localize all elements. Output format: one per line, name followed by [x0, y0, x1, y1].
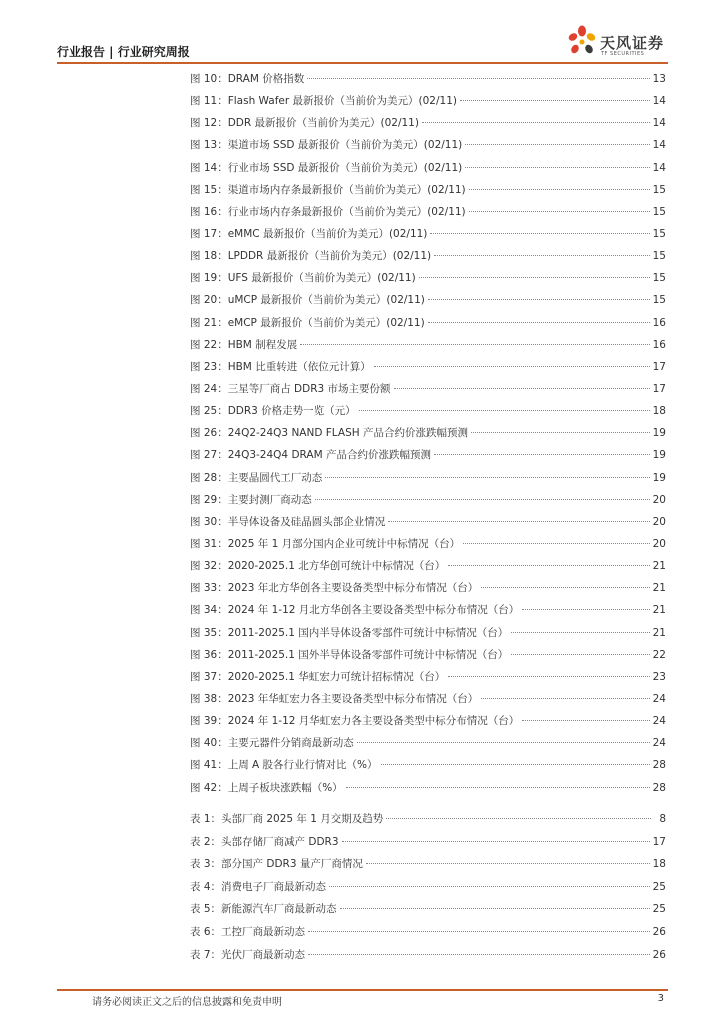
entry-title: DDR3 价格走势一览（元） — [227, 405, 356, 418]
dot-leader — [471, 431, 650, 433]
entry-page-number: 17 — [652, 835, 666, 848]
figure-index-entry[interactable] — [190, 90, 666, 112]
entry-label: 表 1： — [190, 813, 222, 825]
entry-page-number: 19 — [652, 427, 666, 440]
figure-index-entry[interactable] — [190, 289, 666, 311]
figure-index-entry[interactable] — [190, 112, 666, 134]
dot-leader — [481, 586, 649, 588]
entry-label: 图 33： — [190, 582, 228, 595]
entry-label: 图 39： — [190, 715, 228, 728]
entry-label: 图 15： — [190, 183, 228, 196]
entry-page-number: 24 — [652, 737, 666, 750]
figure-index-entry[interactable] — [190, 334, 666, 356]
entry-title: 工控厂商最新动态 — [221, 925, 306, 938]
entry-page-number: 14 — [652, 117, 666, 130]
entry-label: 图 22： — [190, 338, 228, 351]
dot-leader — [346, 786, 650, 788]
dot-leader — [307, 77, 649, 79]
entry-title: 主要晶圆代工厂动态 — [227, 471, 323, 484]
dot-leader — [448, 564, 649, 566]
entry-title: Flash Wafer 最新报价（当前价为美元）(02/11) — [227, 95, 457, 108]
dot-leader — [388, 520, 649, 522]
entry-title: 主要封测厂商动态 — [227, 493, 312, 506]
entry-title: 2020-2025.1 华虹宏力可统计招标情况（台） — [227, 670, 446, 683]
entry-page-number: 23 — [652, 670, 666, 683]
dot-leader — [366, 862, 650, 864]
figure-index-entry[interactable] — [190, 134, 666, 156]
figure-index-entry[interactable] — [190, 777, 666, 799]
entry-page-number: 21 — [652, 626, 666, 639]
entry-label: 图 26： — [190, 427, 228, 440]
entry-label: 图 11： — [190, 95, 228, 108]
entry-page-number: 16 — [652, 338, 666, 351]
entry-page-number: 8 — [659, 813, 666, 825]
entry-label: 图 38： — [190, 692, 228, 705]
entry-page-number: 14 — [652, 139, 666, 152]
entry-label: 图 32： — [190, 560, 228, 573]
entry-page-number: 16 — [652, 316, 666, 329]
header-divider — [57, 62, 668, 64]
figure-index-entry[interactable] — [190, 511, 666, 533]
entry-page-number: 20 — [652, 515, 666, 528]
entry-label: 图 29： — [190, 493, 228, 506]
entry-title: 新能源汽车厂商最新动态 — [221, 903, 337, 916]
entry-label: 图 13： — [190, 139, 228, 152]
entry-title: 上周 A 股各行业行情对比（%） — [227, 759, 378, 772]
entry-title: 24Q3-24Q4 DRAM 产品合约价涨跌幅预测 — [227, 449, 431, 462]
entry-page-number: 25 — [652, 903, 666, 916]
entry-label: 表 6： — [190, 925, 222, 938]
dot-leader — [381, 763, 650, 765]
disclaimer-text: 请务必阅读正文之后的信息披露和免责申明 — [92, 997, 282, 1008]
entry-title: 主要元器件分销商最新动态 — [227, 737, 354, 750]
dot-leader — [359, 409, 650, 411]
dot-leader — [428, 321, 650, 323]
dot-leader — [511, 653, 649, 655]
figure-index-entry[interactable] — [190, 644, 666, 666]
dot-leader — [374, 365, 650, 367]
entry-page-number: 13 — [652, 73, 666, 85]
dot-leader — [308, 953, 650, 955]
entry-title: HBM 制程发展 — [227, 338, 298, 351]
entry-page-number: 18 — [652, 858, 666, 871]
dot-leader — [329, 885, 650, 887]
logo-flower-icon — [564, 24, 600, 60]
entry-page-number: 21 — [652, 560, 666, 573]
entry-title: 2025 年 1 月部分国内企业可统计中标情况（台） — [227, 537, 461, 550]
dot-leader — [300, 343, 649, 345]
figure-index-entry[interactable] — [190, 312, 666, 334]
entry-title: eMCP 最新报价（当前价为美元）(02/11) — [227, 316, 425, 329]
figure-index-entry[interactable] — [190, 754, 666, 776]
entry-title: 2023 年北方华创各主要设备类型中标分布情况（台） — [227, 582, 479, 595]
dot-leader — [511, 631, 649, 633]
entry-page-number: 15 — [652, 183, 666, 196]
figure-index-entry[interactable] — [190, 157, 666, 179]
entry-label: 图 34： — [190, 604, 228, 617]
entry-title: 行业市场内存条最新报价（当前价为美元）(02/11) — [227, 205, 466, 218]
dot-leader — [481, 697, 649, 699]
dot-leader — [428, 298, 650, 300]
entry-title: DRAM 价格指数 — [227, 73, 305, 85]
figure-index-entry[interactable] — [190, 245, 666, 267]
dot-leader — [460, 99, 650, 101]
entry-title: 2011-2025.1 国内半导体设备零部件可统计中标情况（台） — [227, 626, 509, 639]
dot-leader — [469, 188, 650, 190]
dot-leader — [325, 476, 649, 478]
figure-index-entry[interactable] — [190, 599, 666, 621]
dot-leader — [434, 254, 649, 256]
entry-title: 半导体设备及硅晶圆头部企业情况 — [227, 515, 386, 528]
company-logo — [564, 24, 668, 60]
dot-leader — [522, 608, 649, 610]
figure-index-entry[interactable] — [190, 267, 666, 289]
figure-index-entry[interactable] — [190, 400, 666, 422]
table-index-entry[interactable] — [190, 853, 666, 876]
entry-label: 图 21： — [190, 316, 228, 329]
page-header — [57, 24, 668, 64]
report-type-title: 行业报告 | 行业研究周报 — [57, 45, 190, 59]
figure-index-entry[interactable] — [190, 223, 666, 245]
figure-index-entry[interactable] — [190, 179, 666, 201]
entry-title: 光伏厂商最新动态 — [221, 948, 306, 961]
entry-title: 2011-2025.1 国外半导体设备零部件可统计中标情况（台） — [227, 648, 509, 661]
entry-label: 图 10： — [190, 73, 228, 85]
figure-index-entry[interactable] — [190, 422, 666, 444]
entry-title: eMMC 最新报价（当前价为美元）(02/11) — [227, 227, 428, 240]
entry-page-number: 21 — [652, 582, 666, 595]
entry-label: 图 20： — [190, 294, 228, 307]
entry-page-number: 15 — [652, 250, 666, 263]
dot-leader — [357, 741, 650, 743]
entry-label: 图 16： — [190, 205, 228, 218]
dot-leader — [422, 121, 650, 123]
figure-index-entry[interactable] — [190, 577, 666, 599]
entry-title: UFS 最新报价（当前价为美元）(02/11) — [227, 272, 416, 285]
dot-leader — [342, 840, 650, 842]
entry-title: LPDDR 最新报价（当前价为美元）(02/11) — [227, 250, 432, 263]
logo-english-name: TF SECURITIES — [601, 51, 645, 57]
entry-page-number: 19 — [652, 471, 666, 484]
entry-title: 头部厂商 2025 年 1 月交期及趋势 — [221, 813, 384, 825]
entry-label: 图 35： — [190, 626, 228, 639]
table-index-entry[interactable] — [190, 831, 666, 854]
entry-title: HBM 比重转进（依位元计算） — [227, 360, 371, 373]
dot-leader — [434, 453, 650, 455]
entry-page-number: 15 — [652, 294, 666, 307]
figure-index-entry[interactable] — [190, 378, 666, 400]
entry-title: 消费电子厂商最新动态 — [221, 880, 327, 893]
entry-page-number: 26 — [652, 948, 666, 961]
footer-divider — [57, 989, 668, 991]
entry-title: 2024 年 1-12 月北方华创各主要设备类型中标分布情况（台） — [227, 604, 520, 617]
dot-leader — [463, 542, 650, 544]
entry-page-number: 28 — [652, 759, 666, 772]
entry-page-number: 28 — [652, 781, 666, 794]
entry-title: uMCP 最新报价（当前价为美元）(02/11) — [227, 294, 425, 307]
entry-title: DDR 最新报价（当前价为美元）(02/11) — [227, 117, 419, 130]
dot-leader — [465, 143, 649, 145]
entry-page-number: 15 — [652, 205, 666, 218]
dot-leader — [340, 907, 650, 909]
entry-title: 渠道市场内存条最新报价（当前价为美元）(02/11) — [227, 183, 466, 196]
entry-label: 图 37： — [190, 670, 228, 683]
entry-label: 图 42： — [190, 781, 228, 794]
entry-label: 表 7： — [190, 948, 222, 961]
entry-page-number: 22 — [652, 648, 666, 661]
entry-page-number: 24 — [652, 692, 666, 705]
figure-index-entry[interactable] — [190, 732, 666, 754]
entry-label: 图 18： — [190, 250, 228, 263]
entry-label: 图 19： — [190, 272, 228, 285]
dot-leader — [315, 498, 650, 500]
figure-index-entry[interactable] — [190, 555, 666, 577]
entry-page-number: 21 — [652, 604, 666, 617]
entry-label: 表 2： — [190, 835, 222, 848]
entry-page-number: 26 — [652, 925, 666, 938]
entry-title: 2024 年 1-12 月华虹宏力各主要设备类型中标分布情况（台） — [227, 715, 520, 728]
entry-label: 图 24： — [190, 382, 228, 395]
figure-index-entry[interactable] — [190, 467, 666, 489]
dot-leader — [394, 387, 650, 389]
figure-index-entry[interactable] — [190, 533, 666, 555]
entry-title: 部分国产 DDR3 量产厂商情况 — [221, 858, 363, 871]
entry-title: 三星等厂商占 DDR3 市场主要份额 — [227, 382, 391, 395]
entry-page-number: 25 — [652, 880, 666, 893]
dot-leader — [469, 210, 650, 212]
dot-leader — [430, 232, 649, 234]
page-number: 3 — [657, 993, 664, 1004]
dot-leader — [465, 166, 649, 168]
table-index-entry[interactable] — [190, 898, 666, 921]
entry-page-number: 15 — [652, 227, 666, 240]
table-index — [190, 808, 666, 966]
entry-title: 行业市场 SSD 最新报价（当前价为美元）(02/11) — [227, 161, 463, 174]
figure-index-entry[interactable] — [190, 201, 666, 223]
figure-index-entry[interactable] — [190, 622, 666, 644]
entry-title: 渠道市场 SSD 最新报价（当前价为美元）(02/11) — [227, 139, 463, 152]
entry-page-number: 17 — [652, 382, 666, 395]
entry-page-number: 18 — [652, 405, 666, 418]
entry-title: 2023 年华虹宏力各主要设备类型中标分布情况（台） — [227, 692, 479, 705]
entry-page-number: 20 — [652, 537, 666, 550]
table-index-entry[interactable] — [190, 808, 666, 831]
entry-page-number: 20 — [652, 493, 666, 506]
entry-title: 头部存储厂商减产 DDR3 — [221, 835, 339, 848]
entry-label: 图 14： — [190, 161, 228, 174]
entry-label: 表 5： — [190, 903, 222, 916]
figure-index-entry[interactable] — [190, 688, 666, 710]
figure-index-entry[interactable] — [190, 489, 666, 511]
dot-leader — [448, 675, 649, 677]
entry-page-number: 19 — [652, 449, 666, 462]
table-index-entry[interactable] — [190, 876, 666, 899]
logo-chinese-name: 天风证券 — [600, 34, 665, 52]
entry-label: 图 36： — [190, 648, 228, 661]
entry-page-number: 17 — [652, 360, 666, 373]
table-index-entry[interactable] — [190, 944, 666, 967]
dot-leader — [522, 719, 649, 721]
figure-index-entry[interactable] — [190, 356, 666, 378]
figure-index-entry[interactable] — [190, 444, 666, 466]
entry-label: 图 31： — [190, 537, 228, 550]
entry-label: 图 17： — [190, 227, 228, 240]
entry-label: 表 3： — [190, 858, 222, 871]
entry-title: 上周子板块涨跌幅（%） — [227, 781, 343, 794]
entry-label: 图 40： — [190, 737, 228, 750]
figure-index-entry[interactable] — [190, 666, 666, 688]
entry-label: 图 12： — [190, 117, 228, 130]
figure-index — [190, 68, 666, 799]
entry-title: 24Q2-24Q3 NAND FLASH 产品合约价涨跌幅预测 — [227, 427, 468, 440]
entry-label: 图 25： — [190, 405, 228, 418]
dot-leader — [386, 817, 651, 819]
dot-leader — [308, 930, 650, 932]
entry-title: 2020-2025.1 北方华创可统计中标情况（台） — [227, 560, 446, 573]
table-index-entry[interactable] — [190, 921, 666, 944]
entry-page-number: 15 — [652, 272, 666, 285]
entry-page-number: 14 — [652, 95, 666, 108]
entry-label: 图 28： — [190, 471, 228, 484]
entry-label: 图 23： — [190, 360, 228, 373]
entry-label: 图 27： — [190, 449, 228, 462]
entry-page-number: 14 — [652, 161, 666, 174]
entry-page-number: 24 — [652, 715, 666, 728]
figure-index-entry[interactable] — [190, 68, 666, 90]
entry-label: 表 4： — [190, 880, 222, 893]
figure-index-entry[interactable] — [190, 710, 666, 732]
dot-leader — [419, 276, 650, 278]
entry-label: 图 30： — [190, 515, 228, 528]
entry-label: 图 41： — [190, 759, 228, 772]
